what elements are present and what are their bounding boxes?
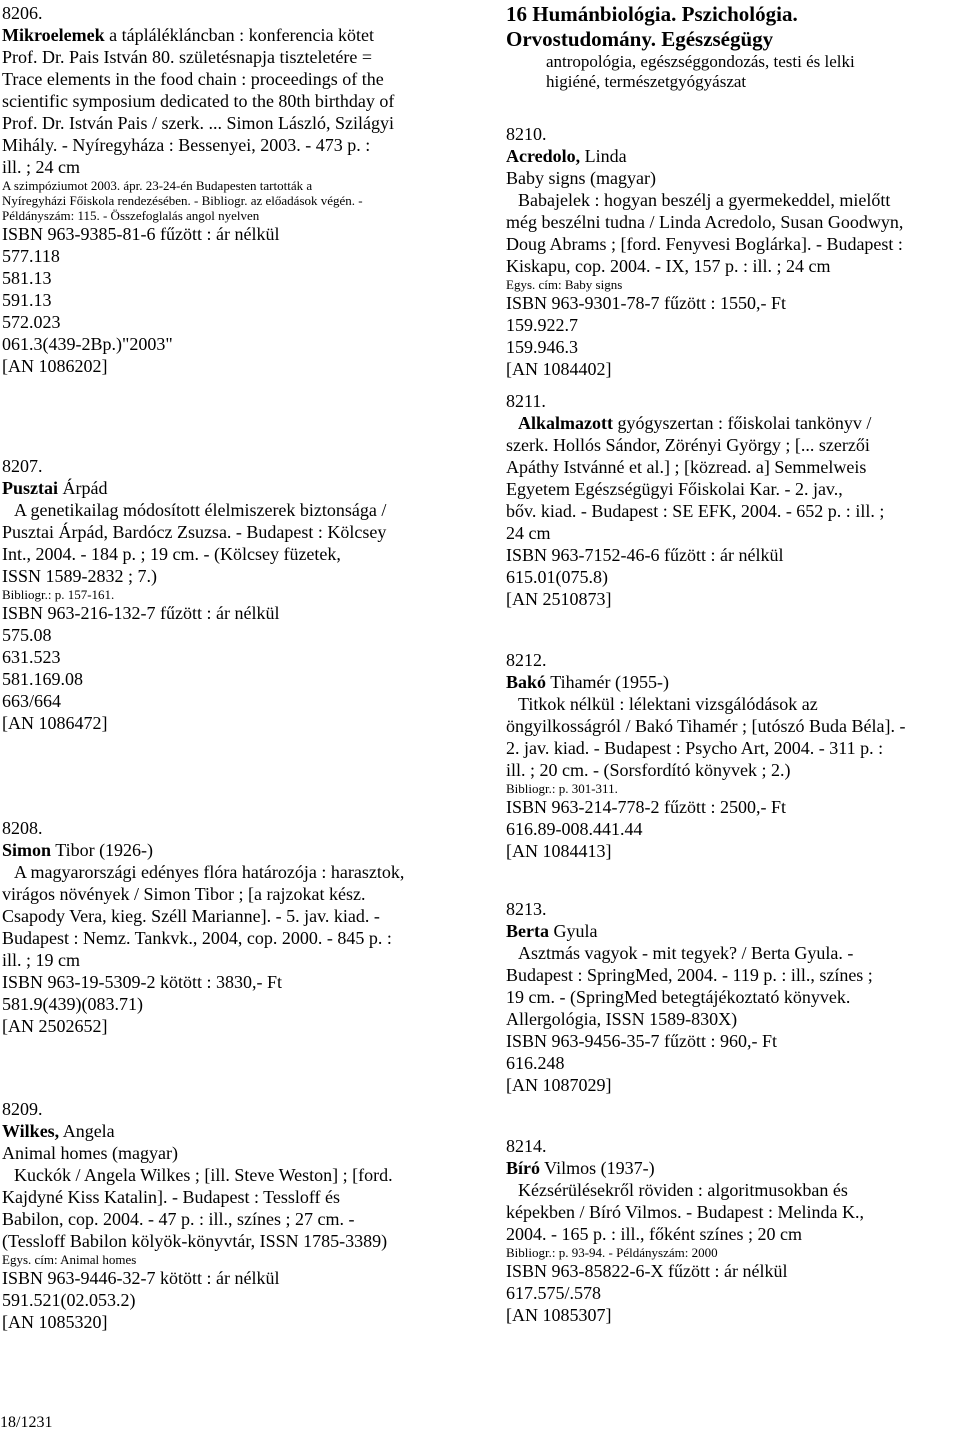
entry-line: ill. ; 24 cm — [2, 157, 80, 177]
entry-line: [AN 2502652] — [2, 1016, 108, 1036]
entry-line: 159.946.3 — [506, 337, 578, 357]
entry-heading — [506, 412, 958, 434]
entry-author: Berta — [506, 921, 549, 941]
section-heading — [506, 2, 958, 92]
section-title-line-1: 16 Humánbiológia. Pszichológia. — [506, 2, 798, 26]
bibliography-entry — [506, 123, 958, 380]
entry-line: 2004. - 165 p. : ill., főként színes ; 20 cm — [506, 1224, 802, 1244]
entry-line: Doug Abrams ; [ford. Fenyvesi Boglárka]. - Budapest : — [506, 234, 903, 254]
entry-line: szerk. Hollós Sándor, Zörényi György ; [... szerzői — [506, 435, 870, 455]
entry-heading — [506, 145, 958, 167]
entry-line: Kajdyné Kiss Katalin]. - Budapest : Tessloff és — [2, 1187, 341, 1207]
entry-line: ISBN 963-9301-78-7 fűzött : 1550,- Ft — [506, 293, 786, 313]
entry-line: 591.521(02.053.2) — [2, 1290, 136, 1310]
entry-line: még beszélni tudna / Linda Acredolo, Susan Goodwyn, — [506, 212, 904, 232]
entry-line: ISBN 963-9385-81-6 fűzött : ár nélkül — [2, 224, 280, 244]
entry-heading — [506, 671, 958, 693]
page-number: 18/1231 — [0, 1414, 53, 1431]
bibliography-entry — [506, 1135, 958, 1326]
section-subtitle-line-2: higiéné, természetgyógyászat — [546, 72, 747, 91]
entry-line: virágos növények / Simon Tibor ; [a rajzokat kész. — [2, 884, 366, 904]
entry-title: Kézsérülésekről röviden : algoritmusokban és — [518, 1180, 848, 1200]
entry-line: ISBN 963-7152-46-6 fűzött : ár nélkül — [506, 545, 784, 565]
entry-heading-rest: Árpád — [58, 478, 108, 498]
entry-author: Simon — [2, 840, 52, 860]
entry-number: 8208. — [2, 818, 43, 838]
entry-line: ISBN 963-216-132-7 fűzött : ár nélkül — [2, 603, 280, 623]
entry-title: A genetikailag módosított élelmiszerek biztonsága / — [14, 500, 387, 520]
entry-title: Kuckók / Angela Wilkes ; [ill. Steve Weston] ; [ford. — [14, 1165, 393, 1185]
entry-note: Bibliogr.: p. 157-161. — [2, 587, 115, 602]
entry-line: öngyilkosságról / Bakó Tihamér ; [utószó Buda Béla]. - — [506, 716, 906, 736]
entry-title: Asztmás vagyok - mit tegyek? / Berta Gyula. - — [518, 943, 854, 963]
entry-heading — [2, 24, 472, 46]
entry-line: [AN 1085320] — [2, 1312, 108, 1332]
entry-line: 581.13 — [2, 268, 52, 288]
entry-heading — [2, 1120, 472, 1142]
entry-line: Egyetem Egészségügyi Főiskolai Kar. - 2. jav., — [506, 479, 843, 499]
entry-line: ill. ; 20 cm. - (Sorsfordító könyvek ; 2.) — [506, 760, 791, 780]
entry-title: A magyarországi edényes flóra határozója : harasztok, — [14, 862, 405, 882]
entry-author: Pusztai — [2, 478, 58, 498]
entry-line: 577.118 — [2, 246, 60, 266]
entry-line: 572.023 — [2, 312, 61, 332]
entry-line: [AN 1086472] — [2, 713, 108, 733]
entry-heading-rest: Angela — [59, 1121, 115, 1141]
entry-line: 159.922.7 — [506, 315, 578, 335]
entry-title: Babajelek : hogyan beszélj a gyermekeddel, mielőtt — [518, 190, 891, 210]
entry-number: 8213. — [506, 899, 547, 919]
entry-line: Apáthy Istvánné et al.] ; [közread. a] Semmelweis — [506, 457, 867, 477]
entry-line: Babilon, cop. 2004. - 47 p. : ill., színes ; 27 cm. - — [2, 1209, 355, 1229]
entry-number: 8210. — [506, 124, 547, 144]
bibliography-entry — [506, 649, 958, 862]
entry-note: Példányszám: 115. - Összefoglalás angol nyelven — [2, 208, 260, 223]
entry-heading-rest: Vilmos (1937-) — [540, 1158, 655, 1178]
entry-line: ISBN 963-19-5309-2 kötött : 3830,- Ft — [2, 972, 283, 992]
entry-line: [AN 1085307] — [506, 1305, 612, 1325]
entry-line: 19 cm. - (SpringMed betegtájékoztató könyvek. — [506, 987, 851, 1007]
entry-line: Kiskapu, cop. 2004. - IX, 157 p. : ill. ; 24 cm — [506, 256, 831, 276]
entry-line: ISSN 1589-2832 ; 7.) — [2, 566, 158, 586]
entry-line: 617.575/.578 — [506, 1283, 602, 1303]
entry-line: ISBN 963-85822-6-X fűzött : ár nélkül — [506, 1261, 788, 1281]
entry-line: scientific symposium dedicated to the 80th birthday of — [2, 91, 395, 111]
entry-line: [AN 1084413] — [506, 841, 612, 861]
entry-note: Egys. cím: Animal homes — [2, 1252, 137, 1267]
bibliography-entry — [506, 898, 958, 1096]
entry-author: Acredolo, — [506, 146, 581, 166]
entry-heading-rest: Tihamér (1955-) — [546, 672, 670, 692]
entry-line: Prof. Dr. István Pais / szerk. ... Simon László, Szilágyi — [2, 113, 394, 133]
entry-heading — [506, 920, 958, 942]
entry-heading-rest: Linda — [580, 146, 627, 166]
entry-line: Csapody Vera, kieg. Széll Marianne]. - 5. jav. kiad. - — [2, 906, 380, 926]
entry-heading — [506, 1157, 958, 1179]
entry-line: 616.248 — [506, 1053, 565, 1073]
entry-author: Wilkes, — [2, 1121, 60, 1141]
entry-line: [AN 1084402] — [506, 359, 612, 379]
entry-number: 8212. — [506, 650, 547, 670]
bibliography-entry — [2, 817, 472, 1037]
entry-line: 663/664 — [2, 691, 62, 711]
bibliography-entry — [2, 2, 472, 377]
entry-line: [AN 2510873] — [506, 589, 612, 609]
entry-line: Mihály. - Nyíregyháza : Bessenyei, 2003. - 473 p. : — [2, 135, 371, 155]
entry-line: Int., 2004. - 184 p. ; 19 cm. - (Kölcsey füzetek, — [2, 544, 341, 564]
entry-line: 615.01(075.8) — [506, 567, 608, 587]
entry-line: Pusztai Árpád, Bardócz Zsuzsa. - Budapest : Kölcsey — [2, 522, 387, 542]
entry-line: 591.13 — [2, 290, 52, 310]
bibliography-entry — [2, 1098, 472, 1333]
entry-note: Bibliogr.: p. 93-94. - Példányszám: 2000 — [506, 1245, 718, 1260]
entry-line: Animal homes (magyar) — [2, 1143, 178, 1163]
entry-author: Bakó — [506, 672, 547, 692]
section-subtitle-line-1: antropológia, egészséggondozás, testi és lelki — [546, 52, 855, 71]
entry-note: Egys. cím: Baby signs — [506, 277, 623, 292]
bibliography-entry — [2, 455, 472, 734]
entry-line: 581.169.08 — [2, 669, 83, 689]
entry-heading — [2, 477, 472, 499]
entry-line: ill. ; 19 cm — [2, 950, 80, 970]
entry-line: Budapest : Nemz. Tankvk., 2004, cop. 2000. - 845 p. : — [2, 928, 392, 948]
entry-line: 061.3(439-2Bp.)"2003" — [2, 334, 173, 354]
entry-number: 8211. — [506, 391, 546, 411]
entry-heading-rest: Gyula — [548, 921, 598, 941]
entry-number: 8209. — [2, 1099, 43, 1119]
entry-line: Trace elements in the food chain : proceedings of the — [2, 69, 384, 89]
entry-heading-rest: gyógyszertan : főiskolai tankönyv / — [612, 413, 872, 433]
entry-line: ISBN 963-214-778-2 fűzött : 2500,- Ft — [506, 797, 786, 817]
entry-author: Bíró — [506, 1158, 540, 1178]
section-title-line-2: Orvostudomány. Egészségügy — [506, 27, 774, 51]
entry-line: 24 cm — [506, 523, 551, 543]
entry-line: 2. jav. kiad. - Budapest : Psycho Art, 2004. - 311 p. : — [506, 738, 884, 758]
entry-line: ISBN 963-9446-32-7 kötött : ár nélkül — [2, 1268, 280, 1288]
entry-number: 8214. — [506, 1136, 547, 1156]
entry-note: Nyíregyházi Főiskola rendezésében. - Bibliogr. az előadások végén. - — [2, 193, 363, 208]
entry-line: [AN 1087029] — [506, 1075, 612, 1095]
entry-heading-rest: Tibor (1926-) — [51, 840, 154, 860]
entry-author: Alkalmazott — [518, 413, 613, 433]
entry-number: 8206. — [2, 3, 43, 23]
entry-line: (Tessloff Babilon kölyök-könyvtár, ISSN 1785-3389) — [2, 1231, 388, 1251]
entry-line: [AN 1086202] — [2, 356, 108, 376]
bibliography-entry — [506, 390, 958, 610]
entry-line: 581.9(439)(083.71) — [2, 994, 143, 1014]
entry-number: 8207. — [2, 456, 43, 476]
entry-line: 616.89-008.441.44 — [506, 819, 643, 839]
entry-heading — [2, 839, 472, 861]
entry-line: 631.523 — [2, 647, 61, 667]
entry-line: Allergológia, ISSN 1589-830X) — [506, 1009, 738, 1029]
entry-heading-rest: a táplálékláncban : konferencia kötet — [104, 25, 375, 45]
entry-line: Baby signs (magyar) — [506, 168, 656, 188]
entry-line: 575.08 — [2, 625, 52, 645]
entry-note: Bibliogr.: p. 301-311. — [506, 781, 618, 796]
entry-title: Titkok nélkül : lélektani vizsgálódások az — [518, 694, 818, 714]
entry-line: ISBN 963-9456-35-7 fűzött : 960,- Ft — [506, 1031, 777, 1051]
entry-line: bőv. kiad. - Budapest : SE EFK, 2004. - 652 p. : ill. ; — [506, 501, 885, 521]
entry-line: Budapest : SpringMed, 2004. - 119 p. : ill., színes ; — [506, 965, 873, 985]
entry-line: képekben / Bíró Vilmos. - Budapest : Melinda K., — [506, 1202, 865, 1222]
entry-author: Mikroelemek — [2, 25, 105, 45]
entry-line: Prof. Dr. Pais István 80. születésnapja tiszteletére = — [2, 47, 373, 67]
entry-note: A szimpóziumot 2003. ápr. 23-24-én Budapesten tartották a — [2, 178, 313, 193]
